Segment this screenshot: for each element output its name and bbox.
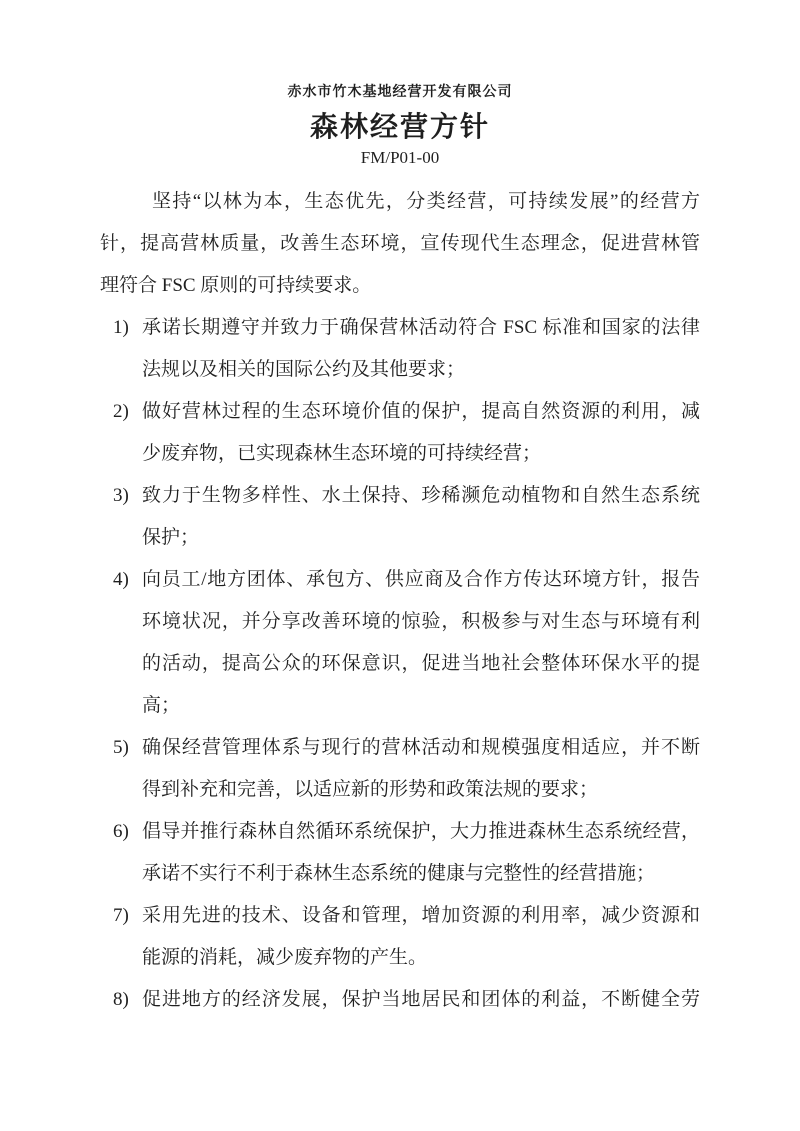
policy-item [100,307,700,391]
item-number: 1) [113,317,129,338]
text-line: 能源的消耗，减少废弃物的产生。 [142,947,428,968]
text-line: 得到补充和完善，以适应新的形势和政策法规的要求； [142,779,599,800]
policy-item [100,727,700,811]
company-name: 赤水市竹木基地经营开发有限公司 [287,85,513,100]
text-line: 法规以及相关的国际公约及其他要求； [142,359,466,380]
item-number: 4) [113,569,129,590]
text-line: 针，提高营林质量，改善生态环境，宣传现代生态理念，促进营林管 [100,233,700,254]
document-title: 森林经营方针 [309,112,490,143]
item-number: 5) [113,737,129,758]
text-line: 少废弃物，已实现森林生态环境的可持续经营； [142,443,542,464]
text-line: 承诺不实行不利于森林生态系统的健康与完整性的经营措施； [142,863,656,884]
policy-item [100,811,700,895]
text-line: 保护； [142,527,200,548]
item-number: 7) [113,905,129,926]
text-line: 向员工/地方团体、承包方、供应商及合作方传达环境方针，报告 [142,569,700,590]
item-number: 6) [113,821,129,842]
text-line: 环境状况，并分享改善环境的惊验，积极参与对生态与环境有利 [142,611,700,632]
text-line: 承诺长期遵守并致力于确保营林活动符合 FSC 标准和国家的法律 [142,317,700,338]
item-number: 8) [113,989,129,1010]
intro-paragraph [100,181,700,307]
document-body [100,181,700,1021]
text-line: 致力于生物多样性、水土保持、珍稀濒危动植物和自然生态系统 [142,485,700,506]
text-line: 坚持“以林为本，生态优先，分类经营，可持续发展”的经营方 [152,191,700,212]
document-code: FM/P01-00 [360,148,440,167]
policy-item [100,979,700,1021]
text-line: 确保经营管理体系与现行的营林活动和规模强度相适应，并不断 [142,737,700,758]
text-line: 采用先进的技术、设备和管理，增加资源的利用率，减少资源和 [142,905,700,926]
item-number: 2) [113,401,129,422]
policy-list [100,307,700,1021]
item-number: 3) [113,485,129,506]
text-line: 高； [142,695,181,716]
text-line: 的活动，提高公众的环保意识，促进当地社会整体环保水平的提 [142,653,700,674]
policy-item [100,895,700,979]
text-line: 倡导并推行森林自然循环系统保护，大力推进森林生态系统经营， [142,821,700,842]
policy-item [100,391,700,475]
policy-item [100,475,700,559]
text-line: 理符合 FSC 原则的可持续要求。 [100,275,372,296]
text-line: 做好营林过程的生态环境价值的保护，提高自然资源的利用，减 [142,401,700,422]
text-line: 促进地方的经济发展，保护当地居民和团体的利益，不断健全劳 [142,989,700,1010]
policy-item [100,559,700,727]
